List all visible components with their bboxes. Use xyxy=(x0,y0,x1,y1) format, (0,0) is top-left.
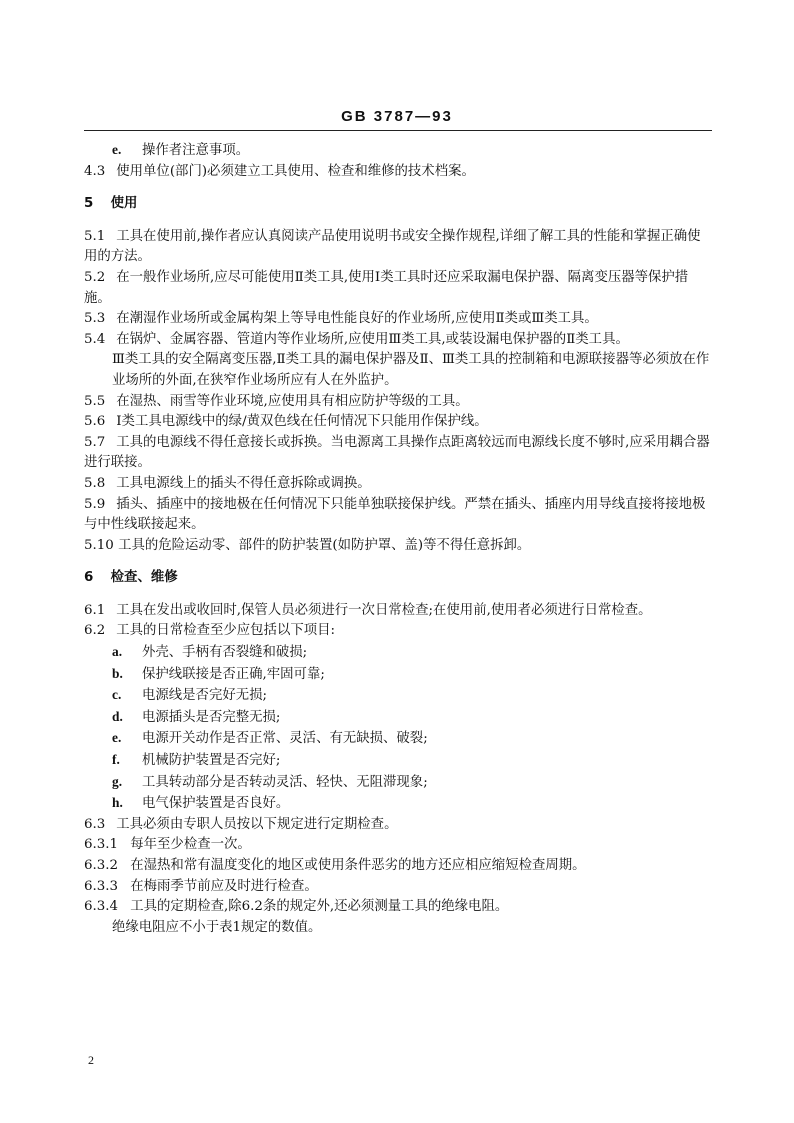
clause-text: 在一般作业场所,应尽可能使用Ⅱ类工具,使用Ⅰ类工具时还应采取漏电保护器、隔离变压器等保护措施。 xyxy=(84,269,689,306)
clause-number: 5.6 xyxy=(84,414,106,430)
page-number: 2 xyxy=(88,1053,94,1067)
clause-text: 工具在发出或收回时,保管人员必须进行一次日常检查;在使用前,使用者必须进行日常检查。 xyxy=(116,602,652,618)
list-item xyxy=(84,750,712,772)
clause-text: 使用单位(部门)必须建立工具使用、检查和维修的技术档案。 xyxy=(116,163,475,179)
clause-number: 6.3.2 xyxy=(84,858,119,873)
clause-number: 6.3.3 xyxy=(84,878,119,894)
clause-number: 5.9 xyxy=(84,496,106,512)
clause-number: 5.3 xyxy=(84,311,106,327)
list-item-text: 机械防护装置是否完好; xyxy=(142,753,281,769)
list-item xyxy=(84,707,712,729)
clause-text: 工具的日常检查至少应包括以下项目: xyxy=(116,623,336,639)
clause-text: Ⅰ类工具电源线中的绿/黄双色线在任何情况下只能用作保护线。 xyxy=(116,414,488,430)
clause-paragraph xyxy=(84,392,712,413)
clause-paragraph xyxy=(84,897,712,918)
clause-text: 在锅炉、金属容器、管道内等作业场所,应使用Ⅲ类工具,或装设漏电保护器的Ⅱ类工具。 xyxy=(116,331,629,347)
continuation-paragraph: 绝缘电阻应不小于表1规定的数值。 xyxy=(112,919,322,935)
list-item-text: 电源线是否完好无损; xyxy=(142,688,268,704)
clause-paragraph xyxy=(84,536,712,557)
list-item-label: b. xyxy=(112,665,123,681)
clause-number: 5.1 xyxy=(84,228,106,244)
clause-paragraph xyxy=(84,601,712,622)
clause-text: 工具的电源线不得任意接长或拆换。当电源离工具操作点距离较远而电源线长度不够时,应采用耦合器进行联接。 xyxy=(84,434,710,471)
clause-text: 工具的定期检查,除6.2条的规定外,还必须测量工具的绝缘电阻。 xyxy=(130,899,509,915)
standard-code-header: GB 3787—93 xyxy=(341,108,453,125)
clause-paragraph xyxy=(84,412,712,433)
clause-number: 4.3 xyxy=(84,163,106,179)
clause-text: 在湿热和常有温度变化的地区或使用条件恶劣的地方还应相应缩短检查周期。 xyxy=(130,858,586,873)
clause-text: 在湿热、雨雪等作业环境,应使用具有相应防护等级的工具。 xyxy=(116,393,469,409)
list-item-label: d. xyxy=(112,708,123,724)
list-item-text: 保护线联接是否正确,牢固可靠; xyxy=(142,666,325,682)
clause-number: 6.3.1 xyxy=(84,837,119,853)
list-item xyxy=(84,140,712,162)
clause-number: 5.7 xyxy=(84,434,106,450)
clause-text: 在潮湿作业场所或金属构架上等导电性能良好的作业场所,应使用Ⅱ类或Ⅲ类工具。 xyxy=(116,311,598,327)
section-title: 检查、维修 xyxy=(110,570,178,586)
list-item xyxy=(84,642,712,664)
document-body xyxy=(84,140,712,938)
list-item xyxy=(84,685,712,707)
clause-number: 5.10 xyxy=(84,537,114,553)
header-rule xyxy=(84,130,712,131)
section-number: 5 xyxy=(84,196,94,212)
clause-number: 6.3.4 xyxy=(84,899,119,915)
clause-number: 5.5 xyxy=(84,393,106,409)
clause-text: 工具在使用前,操作者应认真阅读产品使用说明书或安全操作规程,详细了解工具的性能和掌握正确使用的方法。 xyxy=(84,228,701,265)
clause-paragraph xyxy=(84,835,712,856)
clause-paragraph xyxy=(84,474,712,495)
clause-text: 工具的危险运动零、部件的防护装置(如防护罩、盖)等不得任意拆卸。 xyxy=(118,537,531,553)
clause-paragraph xyxy=(84,309,712,330)
clause-paragraph xyxy=(84,162,712,183)
list-item-text: 电气保护装置是否良好。 xyxy=(142,796,290,812)
list-item-text: 外壳、手柄有否裂缝和破损; xyxy=(142,645,308,661)
list-item xyxy=(84,728,712,750)
clause-paragraph xyxy=(84,495,712,536)
list-item-label: e. xyxy=(112,730,122,746)
list-item-text: 电源插头是否完整无损; xyxy=(142,709,281,725)
section-heading xyxy=(84,194,712,215)
list-item-label: g. xyxy=(112,773,123,789)
clause-text: 每年至少检查一次。 xyxy=(130,837,251,853)
clause-text: 插头、插座中的接地极在任何情况下只能单独联接保护线。严禁在插头、插座内用导线直接将接地极与中性线联接起来。 xyxy=(84,496,706,533)
clause-paragraph xyxy=(84,856,712,877)
clause-number: 6.2 xyxy=(84,623,106,639)
list-item xyxy=(84,772,712,794)
list-item-text: 操作者注意事项。 xyxy=(142,143,250,158)
list-item xyxy=(84,664,712,686)
clause-paragraph xyxy=(84,621,712,642)
clause-number: 5.2 xyxy=(84,269,106,285)
clause-number: 6.3 xyxy=(84,816,106,832)
list-item-label: h. xyxy=(112,795,123,811)
list-item-label: f. xyxy=(112,752,120,768)
section-heading xyxy=(84,568,712,589)
list-item xyxy=(84,793,712,815)
clause-paragraph xyxy=(84,227,712,268)
continuation-paragraph: Ⅲ类工具的安全隔离变压器,Ⅱ类工具的漏电保护器及Ⅱ、Ⅲ类工具的控制箱和电源联接器等必须放在作业场所的外面,在狭窄作业场所应有人在外监护。 xyxy=(112,352,710,388)
clause-number: 5.4 xyxy=(84,331,106,347)
section-title: 使用 xyxy=(110,196,138,212)
clause-text: 在梅雨季节前应及时进行检查。 xyxy=(130,878,318,894)
list-item-text: 电源开关动作是否正常、灵活、有无缺损、破裂; xyxy=(142,731,428,747)
clause-paragraph xyxy=(84,330,712,351)
list-item-label: e. xyxy=(112,142,122,157)
clause-paragraph xyxy=(84,433,712,474)
clause-text: 工具必须由专职人员按以下规定进行定期检查。 xyxy=(116,816,398,832)
clause-number: 5.8 xyxy=(84,475,106,491)
clause-paragraph xyxy=(84,877,712,898)
clause-text: 工具电源线上的插头不得任意拆除或调换。 xyxy=(116,475,371,491)
list-item-label: a. xyxy=(112,644,123,660)
clause-paragraph xyxy=(84,815,712,836)
list-item-label: c. xyxy=(112,687,122,703)
clause-paragraph xyxy=(84,268,712,309)
clause-number: 6.1 xyxy=(84,602,106,618)
section-number: 6 xyxy=(84,570,94,586)
list-item-text: 工具转动部分是否转动灵活、轻快、无阻滞现象; xyxy=(142,774,428,790)
